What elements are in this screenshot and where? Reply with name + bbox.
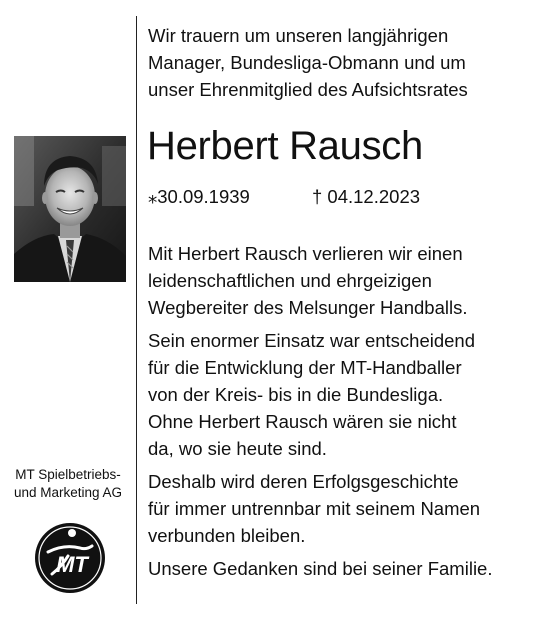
paragraph (148, 240, 548, 321)
paragraph-line: Ohne Herbert Rausch wären sie nicht (148, 411, 457, 432)
birth-date: ⁎30.09.1939 (148, 186, 250, 207)
tribute-text (148, 240, 548, 588)
portrait-photo (14, 136, 126, 282)
mt-logo-icon (34, 522, 106, 594)
paragraph-line: verbunden bleiben. (148, 525, 306, 546)
intro-line: unser Ehrenmitglied des Aufsichtsrates (148, 79, 468, 100)
company-name-line: MT Spielbetriebs- (15, 467, 121, 482)
mt-handball-logo (34, 522, 106, 594)
paragraph-line: Deshalb wird deren Erfolgsgeschichte (148, 471, 459, 492)
death-date: † 04.12.2023 (312, 186, 421, 207)
intro-line: Manager, Bundesliga-Obmann und um (148, 52, 466, 73)
intro-text (148, 22, 543, 103)
deceased-name: Herbert Rausch (147, 124, 423, 168)
paragraph-line: Mit Herbert Rausch verlieren wir einen (148, 243, 463, 264)
company-name-line: und Marketing AG (13, 485, 123, 500)
logo-text: MT (56, 552, 88, 577)
paragraph (148, 468, 548, 549)
paragraph-line: Sein enormer Einsatz war entscheidend (148, 330, 476, 351)
vertical-divider (136, 16, 137, 604)
paragraph (148, 327, 548, 462)
paragraph-line: von der Kreis- bis in die Bundesliga. (148, 384, 444, 405)
paragraph-line: Unsere Gedanken sind bei seiner Familie. (148, 558, 493, 579)
intro-line: Wir trauern um unseren langjährigen (148, 25, 449, 46)
paragraph-line: leidenschaftlichen und ehrgeizigen (148, 270, 432, 291)
paragraph-line: für die Entwicklung der MT-Handballer (148, 357, 462, 378)
left-column (0, 0, 136, 621)
portrait-image (14, 136, 126, 282)
paragraph-line: für immer untrennbar mit seinem Namen (148, 498, 481, 519)
paragraph-line: Wegbereiter des Melsunger Handballs. (148, 297, 468, 318)
paragraph (148, 555, 548, 582)
company-name (2, 466, 134, 502)
paragraph-line: da, wo sie heute sind. (148, 438, 327, 459)
